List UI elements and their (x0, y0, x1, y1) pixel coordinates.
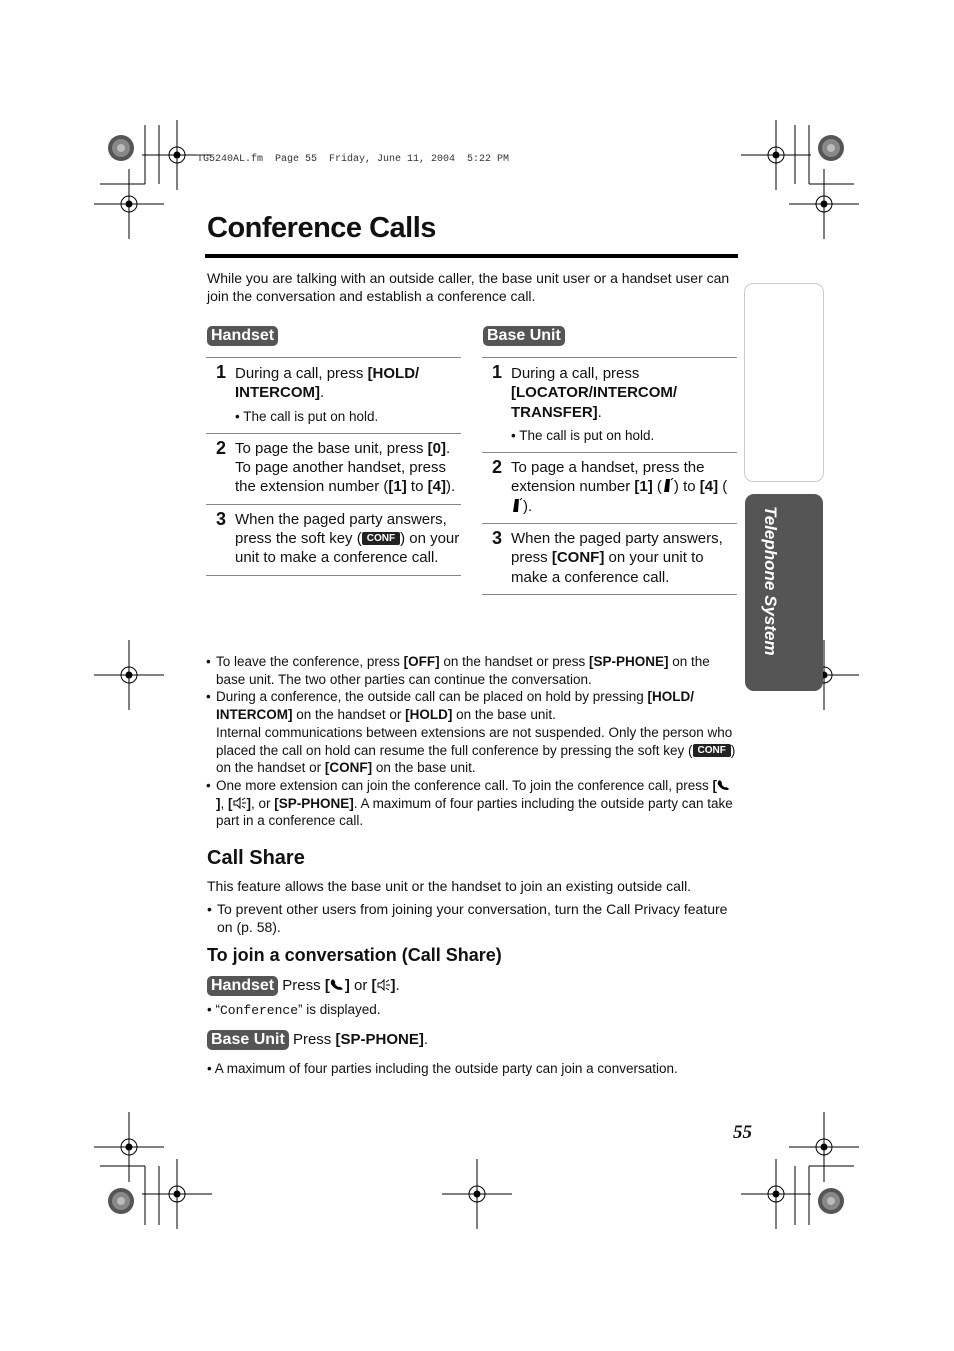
note-text: During a conference, the outside call can be placed on hold by pressing (216, 689, 648, 705)
step-note: • The call is put on hold. (511, 427, 655, 443)
step-note: • The call is put on hold. (235, 408, 379, 424)
step-text: During a call, press (235, 365, 368, 382)
note-text: To prevent other users from joining your conversation, turn the Call Privacy feature on (p. 58). (217, 901, 728, 935)
step-text: on your unit to make a conference call. (511, 549, 704, 586)
key-sp-phone: [SP-PHONE] (335, 1031, 424, 1048)
step-text: to (678, 478, 700, 496)
note-text: To leave the conference, press (216, 654, 404, 669)
step-text: . (320, 384, 325, 402)
key-sp-phone: [SP-PHONE] (274, 795, 354, 811)
key-1: [1] (634, 478, 653, 496)
base-step-3 (482, 523, 737, 595)
step-text: When the paged party answers, press (511, 530, 723, 567)
step-number: 1 (216, 362, 227, 382)
step-text: . (597, 403, 602, 421)
note-item: • During a conference, the outside call can be placed on hold by pressing [HOLD/ INTERCOM] on the handset or [HOLD] on the base unit. Internal communications between extensions are not suspended. Only the person who placed the call on hold can resume the full conference by pressing the soft key ( CONF ) on the handset or [CONF] on the base unit. (206, 689, 736, 776)
speakerphone-icon (233, 797, 247, 809)
note-text: • “ (207, 1002, 220, 1017)
key-sp-phone: [SP-PHONE] (588, 654, 669, 669)
key-hold-intercom: [HOLD/ INTERCOM] (235, 365, 420, 402)
note-text: , (220, 795, 229, 811)
step-text: To page a handset, press the extension number (511, 459, 705, 496)
display-text: Conference (219, 1003, 298, 1018)
talk-key-icon (330, 978, 345, 991)
handset-tag: Handset (207, 326, 278, 346)
print-info: TG5240AL.fm Page 55 Friday, June 11, 2004 5:22 PM (197, 154, 510, 165)
step-text: To page another handset, press the extension number ( (235, 459, 446, 496)
key-hold: [HOLD] (405, 707, 453, 723)
note-text: on the base unit. The two other parties can continue the conversation. (216, 654, 710, 687)
final-note: • A maximum of four parties including the outside party can join a conversation. (207, 1061, 678, 1076)
key-4: [4] (427, 478, 446, 496)
join-conversation-title: To join a conversation (Call Share) (207, 945, 502, 965)
note-item: • To leave the conference, press [OFF] on the handset or press [SP-PHONE] on the base unit. The two other parties can continue the conversation. (206, 654, 710, 687)
base-unit-tag: Base Unit (207, 1030, 289, 1050)
key-conf: [CONF] (324, 760, 373, 776)
conference-notes (206, 653, 738, 830)
key-locator-intercom-transfer: [LOCATOR/INTERCOM/ TRANSFER] (511, 384, 678, 421)
display-note (207, 1002, 381, 1018)
step-number: 3 (216, 508, 227, 529)
line-text: Press (282, 977, 325, 994)
note-text: ” is displayed. (298, 1002, 381, 1017)
title-rule (205, 254, 738, 258)
step-text: ). (445, 478, 456, 496)
step-text: When the paged party answers, press the soft key ( (235, 510, 447, 548)
step-text: to (406, 478, 428, 496)
page-number: 55 (733, 1122, 752, 1143)
base-unit-tag: Base Unit (483, 326, 565, 346)
note-item: • One more extension can join the conference call. To join the conference call, press [], [ ], or [SP-PHONE]. A maximum of four parties including the outside party can take part in a conference call. (206, 777, 733, 829)
step-number: 2 (216, 437, 227, 458)
note-text: Internal communications between extensions are not suspended. Only the person who placed the call on hold can resume the full conference by pressing the soft key ( (216, 724, 733, 758)
conf-soft-key: CONF (362, 532, 400, 545)
note-text: on the base unit. (372, 760, 476, 776)
side-tab-label: Telephone System (761, 506, 780, 656)
key-0: [0] (427, 439, 446, 457)
line-text: or (349, 977, 372, 994)
bracket: [ (228, 795, 233, 811)
side-tab-blank (744, 283, 824, 482)
handset-step-1 (206, 357, 461, 433)
page-title: Conference Calls (207, 212, 436, 244)
step-number: 3 (492, 528, 503, 549)
step-text: ) on your unit to make a conference call. (235, 530, 460, 567)
note-text: on the handset or (292, 707, 406, 723)
note-text: on the base unit. (452, 707, 556, 723)
handset-steps (206, 357, 461, 576)
talk-key-icon (717, 779, 731, 791)
handset-join-line: Handset Press [ ] or [ ]. (207, 976, 400, 996)
key-conf: [CONF] (551, 549, 605, 567)
handset-step-3 (206, 504, 461, 576)
bracket: [ (712, 777, 718, 793)
key-1: [1] (388, 478, 407, 496)
base-unit-tag-wrap (483, 326, 565, 346)
base-unit-steps (482, 357, 737, 595)
line-text: Press (292, 1031, 336, 1048)
handset-icon: ( ) (656, 478, 679, 496)
note-text: , or (251, 795, 275, 811)
conf-soft-key: CONF (693, 744, 731, 757)
key-off: [OFF] (403, 654, 440, 669)
handset-tag: Handset (207, 976, 278, 996)
step-text: . (445, 439, 451, 457)
key-4: [4] (699, 478, 719, 496)
call-share-intro: This feature allows the base unit or the handset to join an existing outside call. (207, 878, 692, 894)
base-unit-join-line (207, 1030, 428, 1050)
step-number: 2 (492, 457, 503, 478)
step-text: . (528, 497, 533, 515)
note-text: . A maximum of four parties including the outside party can take part in a conference call. (216, 795, 733, 829)
note-text: ) on the handset or (216, 742, 736, 776)
intro-text: While you are talking with an outside caller, the base unit user or a handset user can join the conversation and establish a conference call. (207, 270, 730, 304)
call-share-note: • To prevent other users from joining your conversation, turn the Call Privacy feature on (p. 58). (207, 900, 737, 936)
base-step-2 (482, 452, 737, 523)
base-step-1 (482, 357, 737, 452)
step-text: To page the base unit, press (235, 439, 428, 457)
step-number: 1 (492, 362, 503, 382)
handset-step-2 (206, 433, 461, 504)
note-text: on the handset or press (439, 654, 589, 669)
call-share-title: Call Share (207, 847, 305, 869)
step-text: During a call, press (511, 365, 640, 382)
handset-icon: () (511, 478, 727, 514)
speakerphone-icon (377, 979, 391, 991)
bracket: ] (246, 795, 252, 811)
bracket: ] (216, 795, 221, 811)
handset-tag-wrap (207, 326, 278, 346)
note-text: One more extension can join the conference call. To join the conference call, press (216, 777, 713, 793)
line-text: . (423, 1031, 428, 1048)
key-hold-intercom: [HOLD/ INTERCOM] (216, 689, 695, 723)
